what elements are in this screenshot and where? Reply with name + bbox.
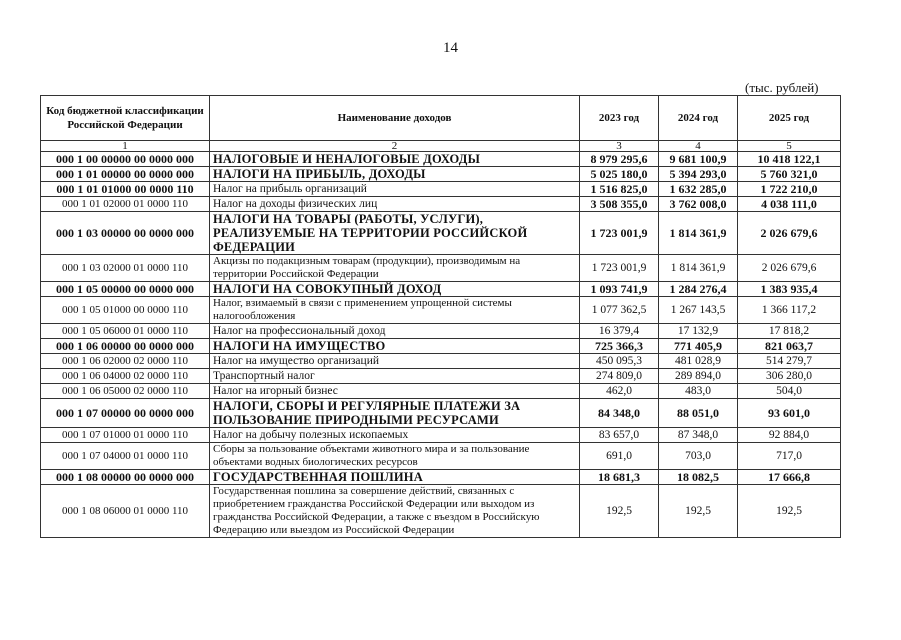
table-row (41, 470, 841, 485)
row-name: НАЛОГИ НА СОВОКУПНЫЙ ДОХОД (210, 282, 580, 297)
row-name: Акцизы по подакцизным товарам (продукции), производимым на территории Российской Федерации (210, 255, 580, 282)
row-name: Налог на добычу полезных ископаемых (210, 428, 580, 443)
row-value-2023: 1 516 825,0 (580, 182, 659, 197)
row-value-2025: 504,0 (738, 384, 841, 399)
table-row (41, 485, 841, 538)
row-name: Налог на прибыль организаций (210, 182, 580, 197)
row-code: 000 1 05 01000 00 0000 110 (41, 297, 210, 324)
table-header-row (41, 96, 841, 141)
row-value-2024: 87 348,0 (659, 428, 738, 443)
table-row (41, 428, 841, 443)
row-code: 000 1 07 00000 00 0000 000 (41, 399, 210, 428)
row-name: НАЛОГОВЫЕ И НЕНАЛОГОВЫЕ ДОХОДЫ (210, 152, 580, 167)
row-value-2025: 1 366 117,2 (738, 297, 841, 324)
row-name: Налог на доходы физических лиц (210, 197, 580, 212)
row-value-2024: 483,0 (659, 384, 738, 399)
row-name: Налог на имущество организаций (210, 354, 580, 369)
row-value-2025: 17 818,2 (738, 324, 841, 339)
row-value-2023: 274 809,0 (580, 369, 659, 384)
column-number: 5 (738, 141, 841, 152)
table-row (41, 212, 841, 255)
row-value-2025: 5 760 321,0 (738, 167, 841, 182)
row-code: 000 1 06 00000 00 0000 000 (41, 339, 210, 354)
table-row (41, 354, 841, 369)
row-value-2023: 462,0 (580, 384, 659, 399)
table-row (41, 197, 841, 212)
row-value-2025: 10 418 122,1 (738, 152, 841, 167)
table-row (41, 369, 841, 384)
row-name: НАЛОГИ НА ТОВАРЫ (РАБОТЫ, УСЛУГИ), РЕАЛИЗУЕМЫЕ НА ТЕРРИТОРИИ РОССИЙСКОЙ ФЕДЕРАЦИИ (210, 212, 580, 255)
table-row (41, 324, 841, 339)
row-value-2025: 821 063,7 (738, 339, 841, 354)
row-value-2023: 5 025 180,0 (580, 167, 659, 182)
row-name: Налог на профессиональный доход (210, 324, 580, 339)
header-code: Код бюджетной классификации Российской Федерации (41, 96, 210, 141)
row-value-2025: 717,0 (738, 443, 841, 470)
row-value-2024: 88 051,0 (659, 399, 738, 428)
row-value-2024: 9 681 100,9 (659, 152, 738, 167)
row-value-2025: 4 038 111,0 (738, 197, 841, 212)
column-number: 2 (210, 141, 580, 152)
table-row (41, 443, 841, 470)
row-value-2024: 18 082,5 (659, 470, 738, 485)
row-value-2023: 1 723 001,9 (580, 255, 659, 282)
column-number: 4 (659, 141, 738, 152)
row-name: ГОСУДАРСТВЕННАЯ ПОШЛИНА (210, 470, 580, 485)
row-code: 000 1 01 00000 00 0000 000 (41, 167, 210, 182)
row-code: 000 1 08 00000 00 0000 000 (41, 470, 210, 485)
row-name: Государственная пошлина за совершение действий, связанных с приобретением гражданства Российской Федерации или выходом из гражданства Российской Федерации, а также с въездом в Российскую Федерацию или выездом из Российской Федерации (210, 485, 580, 538)
row-value-2025: 2 026 679,6 (738, 212, 841, 255)
row-code: 000 1 08 06000 01 0000 110 (41, 485, 210, 538)
row-value-2025: 192,5 (738, 485, 841, 538)
table-row (41, 167, 841, 182)
row-value-2023: 450 095,3 (580, 354, 659, 369)
row-value-2025: 93 601,0 (738, 399, 841, 428)
row-value-2024: 5 394 293,0 (659, 167, 738, 182)
row-value-2023: 84 348,0 (580, 399, 659, 428)
row-value-2024: 1 284 276,4 (659, 282, 738, 297)
row-code: 000 1 07 01000 01 0000 110 (41, 428, 210, 443)
page-number: 14 (443, 40, 458, 56)
row-value-2023: 691,0 (580, 443, 659, 470)
table-row (41, 152, 841, 167)
row-code: 000 1 05 00000 00 0000 000 (41, 282, 210, 297)
row-value-2025: 1 722 210,0 (738, 182, 841, 197)
row-value-2023: 3 508 355,0 (580, 197, 659, 212)
row-value-2023: 192,5 (580, 485, 659, 538)
table-row (41, 182, 841, 197)
row-value-2024: 481 028,9 (659, 354, 738, 369)
row-value-2023: 8 979 295,6 (580, 152, 659, 167)
row-code: 000 1 03 00000 00 0000 000 (41, 212, 210, 255)
row-value-2024: 289 894,0 (659, 369, 738, 384)
column-number: 3 (580, 141, 659, 152)
table-row (41, 384, 841, 399)
row-value-2024: 192,5 (659, 485, 738, 538)
row-value-2024: 703,0 (659, 443, 738, 470)
table-row (41, 339, 841, 354)
table-row (41, 282, 841, 297)
row-value-2023: 83 657,0 (580, 428, 659, 443)
row-code: 000 1 05 06000 01 0000 110 (41, 324, 210, 339)
row-name: Сборы за пользование объектами животного мира и за пользование объектами водных биологических ресурсов (210, 443, 580, 470)
row-value-2023: 725 366,3 (580, 339, 659, 354)
row-value-2025: 514 279,7 (738, 354, 841, 369)
row-code: 000 1 06 05000 02 0000 110 (41, 384, 210, 399)
row-value-2024: 1 632 285,0 (659, 182, 738, 197)
header-name: Наименование доходов (210, 96, 580, 141)
row-code: 000 1 07 04000 01 0000 110 (41, 443, 210, 470)
row-value-2024: 1 267 143,5 (659, 297, 738, 324)
row-value-2023: 1 723 001,9 (580, 212, 659, 255)
table-row (41, 297, 841, 324)
row-value-2025: 1 383 935,4 (738, 282, 841, 297)
row-code: 000 1 03 02000 01 0000 110 (41, 255, 210, 282)
header-2023: 2023 год (580, 96, 659, 141)
row-name: НАЛОГИ НА ПРИБЫЛЬ, ДОХОДЫ (210, 167, 580, 182)
row-value-2025: 17 666,8 (738, 470, 841, 485)
row-value-2024: 1 814 361,9 (659, 255, 738, 282)
row-value-2023: 1 093 741,9 (580, 282, 659, 297)
row-value-2025: 2 026 679,6 (738, 255, 841, 282)
column-number: 1 (41, 141, 210, 152)
row-value-2025: 92 884,0 (738, 428, 841, 443)
header-2024: 2024 год (659, 96, 738, 141)
row-code: 000 1 01 02000 01 0000 110 (41, 197, 210, 212)
row-value-2023: 18 681,3 (580, 470, 659, 485)
column-number-row (41, 141, 841, 152)
row-value-2025: 306 280,0 (738, 369, 841, 384)
row-value-2024: 771 405,9 (659, 339, 738, 354)
row-name: НАЛОГИ НА ИМУЩЕСТВО (210, 339, 580, 354)
table-row (41, 399, 841, 428)
row-value-2024: 3 762 008,0 (659, 197, 738, 212)
row-value-2023: 1 077 362,5 (580, 297, 659, 324)
table-row (41, 255, 841, 282)
row-code: 000 1 01 01000 00 0000 110 (41, 182, 210, 197)
units-label: (тыс. рублей) (745, 80, 819, 95)
row-code: 000 1 06 02000 02 0000 110 (41, 354, 210, 369)
row-name: Налог на игорный бизнес (210, 384, 580, 399)
row-name: НАЛОГИ, СБОРЫ И РЕГУЛЯРНЫЕ ПЛАТЕЖИ ЗА ПОЛЬЗОВАНИЕ ПРИРОДНЫМИ РЕСУРСАМИ (210, 399, 580, 428)
row-code: 000 1 06 04000 02 0000 110 (41, 369, 210, 384)
row-value-2024: 17 132,9 (659, 324, 738, 339)
row-value-2024: 1 814 361,9 (659, 212, 738, 255)
row-name: Транспортный налог (210, 369, 580, 384)
revenue-table (40, 95, 841, 538)
row-name: Налог, взимаемый в связи с применением упрощенной системы налогообложения (210, 297, 580, 324)
row-value-2023: 16 379,4 (580, 324, 659, 339)
header-2025: 2025 год (738, 96, 841, 141)
row-code: 000 1 00 00000 00 0000 000 (41, 152, 210, 167)
